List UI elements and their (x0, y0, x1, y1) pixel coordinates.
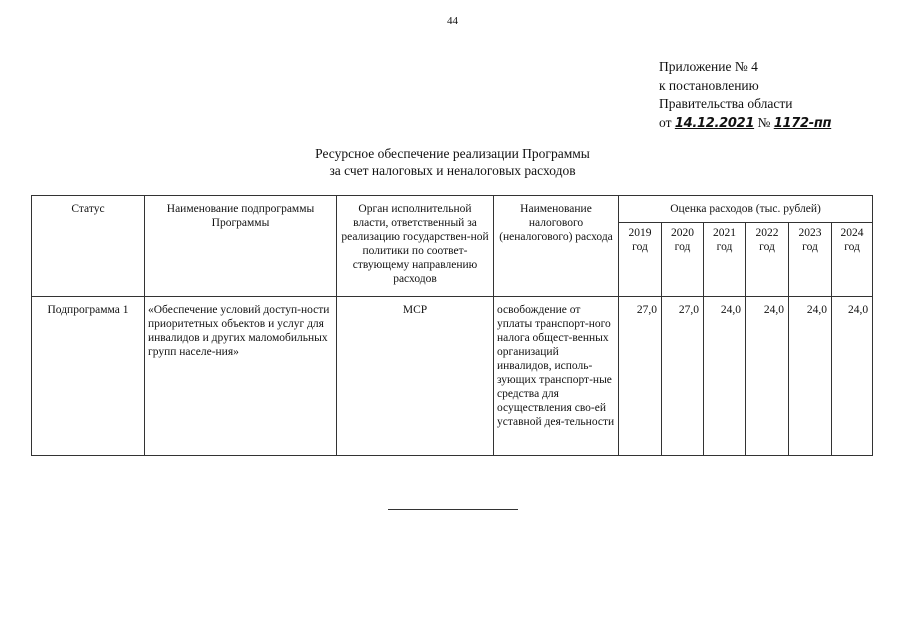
header-year-2019: 2019 год (619, 223, 662, 297)
header-year-2022: 2022 год (746, 223, 789, 297)
cell-value-2023: 24,0 (789, 297, 832, 456)
header-year-2020: 2020 год (662, 223, 704, 297)
cell-expense-name: освобождение от уплаты транспорт-ного налога общест-венных организаций инвалидов, исполь-зующих транспорт-ные средства для осуществления сво-ей уставной дея-тельности (494, 297, 619, 456)
appendix-line-2: к постановлению (659, 77, 759, 93)
header-year-2021: 2021 год (704, 223, 746, 297)
cell-value-2021: 24,0 (704, 297, 746, 456)
document-title (0, 145, 905, 179)
header-expense-name: Наименование налогового (неналогового) расхода (494, 196, 619, 297)
cell-status: Подпрограмма 1 (32, 297, 145, 456)
number-sign: № (757, 114, 771, 130)
cell-value-2019: 27,0 (619, 297, 662, 456)
appendix-date-line (659, 114, 831, 134)
header-row-1 (32, 196, 873, 223)
resource-table (31, 195, 873, 456)
cell-authority: МСР (337, 297, 494, 456)
header-estimate: Оценка расходов (тыс. рублей) (619, 196, 873, 223)
appendix-block (659, 58, 831, 133)
header-authority: Орган исполнительной власти, ответственный за реализацию государствен-ной политики по соответ-ствующему направлению расходов (337, 196, 494, 297)
title-line-1: Ресурсное обеспечение реализации Программы (315, 146, 590, 161)
title-line-2: за счет налоговых и неналоговых расходов (329, 163, 576, 178)
header-year-2023: 2023 год (789, 223, 832, 297)
cell-value-2022: 24,0 (746, 297, 789, 456)
table-row (32, 297, 873, 456)
header-year-2024: 2024 год (832, 223, 873, 297)
header-subprogram: Наименование подпрограммы Программы (145, 196, 337, 297)
separator-line (388, 509, 518, 510)
cell-value-2020: 27,0 (662, 297, 704, 456)
handwritten-number: 1172-пп (773, 115, 832, 131)
appendix-line-3: Правительства области (659, 96, 793, 111)
page-number: 44 (447, 15, 458, 27)
cell-value-2024: 24,0 (832, 297, 873, 456)
header-status: Статус (32, 196, 145, 297)
cell-subprogram: «Обеспечение условий доступ-ности приоритетных объектов и услуг для инвалидов и других маломобильных групп населе-ния» (145, 297, 337, 456)
handwritten-date: 14.12.2021 (674, 115, 755, 131)
date-prefix: от (659, 114, 672, 130)
appendix-line-1: Приложение № 4 (659, 59, 758, 74)
